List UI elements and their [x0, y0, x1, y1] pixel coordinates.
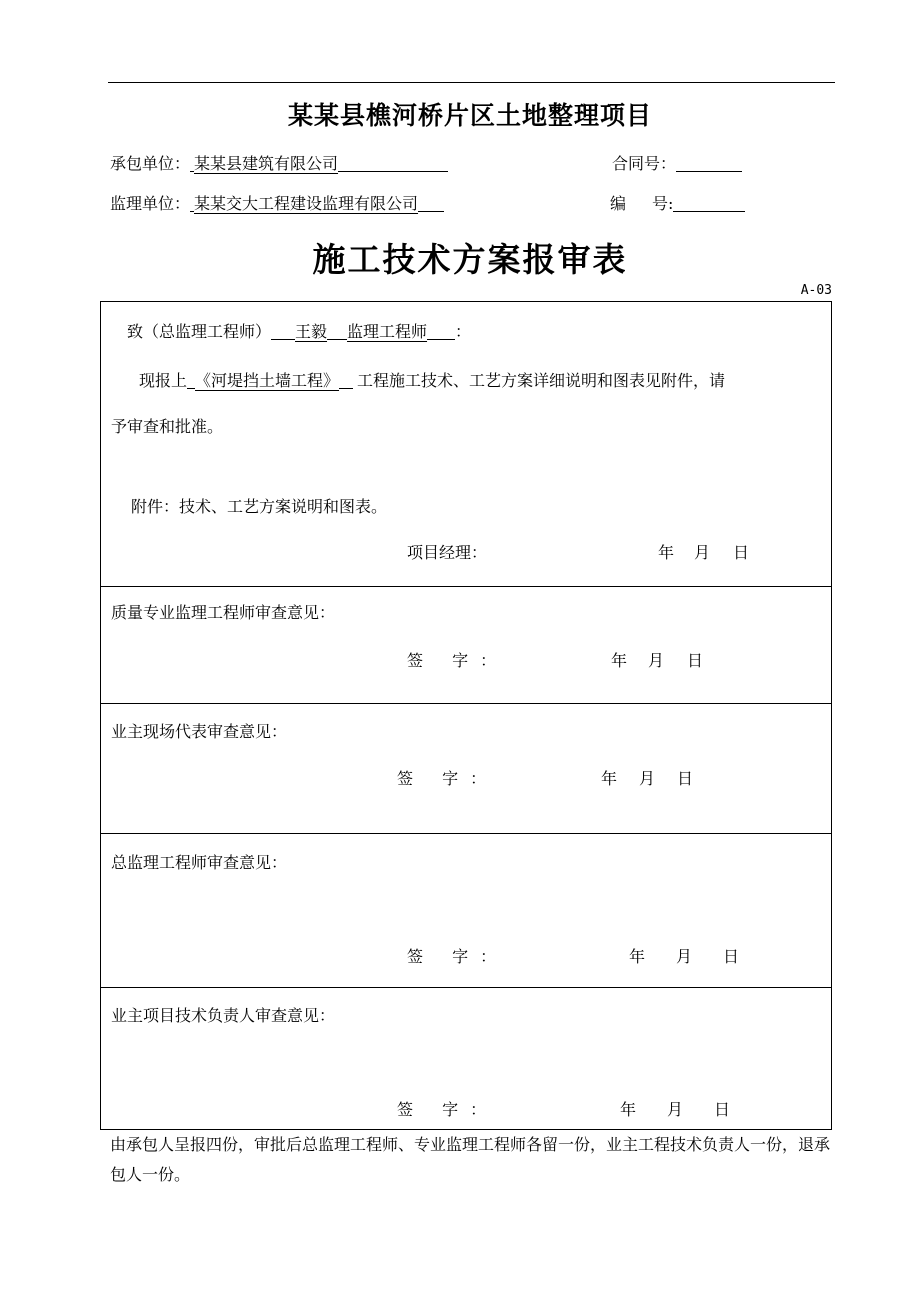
header-rule [108, 82, 835, 83]
quality-engineer-section [101, 586, 831, 704]
date-year: 年 [601, 769, 618, 788]
report-rest: 工程施工技术、工艺方案详细说明和图表见附件，请 [357, 371, 726, 390]
section-title: 业主项目技术负责人审查意见： [111, 1006, 336, 1025]
date-day: 日 [677, 769, 694, 788]
addressee-suffix: ： [455, 322, 472, 341]
contract-no-field [612, 151, 742, 174]
addressee-line [127, 319, 471, 342]
date-day: 日 [687, 651, 704, 670]
attachment-note: 附件：技术、工艺方案说明和图表。 [131, 497, 388, 516]
serial-no-label-2: 号: [652, 194, 674, 213]
signature-label: 签 字： [407, 947, 509, 966]
supervisor-label: 监理单位： [110, 194, 191, 213]
owner-tech-lead-section [101, 987, 831, 1129]
owner-site-rep-section [101, 703, 831, 834]
contractor-label: 承包单位： [110, 154, 191, 173]
date-year: 年 [620, 1100, 637, 1119]
serial-no-blank [673, 195, 745, 212]
supervisor-field [110, 191, 444, 214]
contractor-field [110, 151, 448, 174]
date-year: 年 [658, 543, 675, 562]
serial-no-field [610, 191, 745, 214]
addressee-name: 王毅 [295, 322, 328, 341]
report-prefix: 现报上 [139, 371, 188, 390]
report-line-2: 予审查和批准。 [111, 417, 224, 436]
distribution-note: 由承包人呈报四份，审批后总监理工程师、专业监理工程师各留一份，业主工程技术负责人一份，退承包人一份。 [110, 1135, 831, 1184]
project-name: 《河堤挡土墙工程》 [195, 371, 340, 390]
date-month: 月 [639, 769, 656, 788]
report-line [139, 368, 725, 391]
date-month: 月 [694, 543, 711, 562]
signature-label: 签 字： [407, 651, 509, 670]
date-month: 月 [676, 947, 693, 966]
addressee-prefix: 致（总监理工程师） [127, 322, 272, 341]
date-year: 年 [611, 651, 628, 670]
date-day: 日 [723, 947, 740, 966]
supervisor-value: 某某交大工程建设监理有限公司 [194, 194, 419, 213]
section-title: 总监理工程师审查意见： [111, 853, 288, 872]
signature-label: 签 字： [397, 769, 499, 788]
chief-engineer-section [101, 833, 831, 988]
submission-section [101, 302, 831, 587]
date-year: 年 [629, 947, 646, 966]
contract-no-label: 合同号： [612, 154, 677, 173]
signature-label: 签 字： [397, 1100, 499, 1119]
section-title: 业主现场代表审查意见： [111, 722, 288, 741]
date-month: 月 [667, 1100, 684, 1119]
addressee-role: 监理工程师 [347, 322, 428, 341]
serial-no-label-1: 编 [610, 194, 627, 213]
form-title: 施工技术方案报审表 [312, 240, 628, 279]
project-manager-label: 项目经理： [407, 543, 488, 562]
form-code: A-03 [800, 283, 832, 298]
contractor-value: 某某县建筑有限公司 [194, 154, 339, 173]
review-table [100, 301, 832, 1130]
date-day: 日 [714, 1100, 731, 1119]
section-title: 质量专业监理工程师审查意见： [111, 603, 336, 622]
date-day: 日 [733, 543, 750, 562]
date-month: 月 [648, 651, 665, 670]
project-title: 某某县樵河桥片区土地整理项目 [287, 101, 652, 130]
contract-no-blank [676, 155, 742, 172]
